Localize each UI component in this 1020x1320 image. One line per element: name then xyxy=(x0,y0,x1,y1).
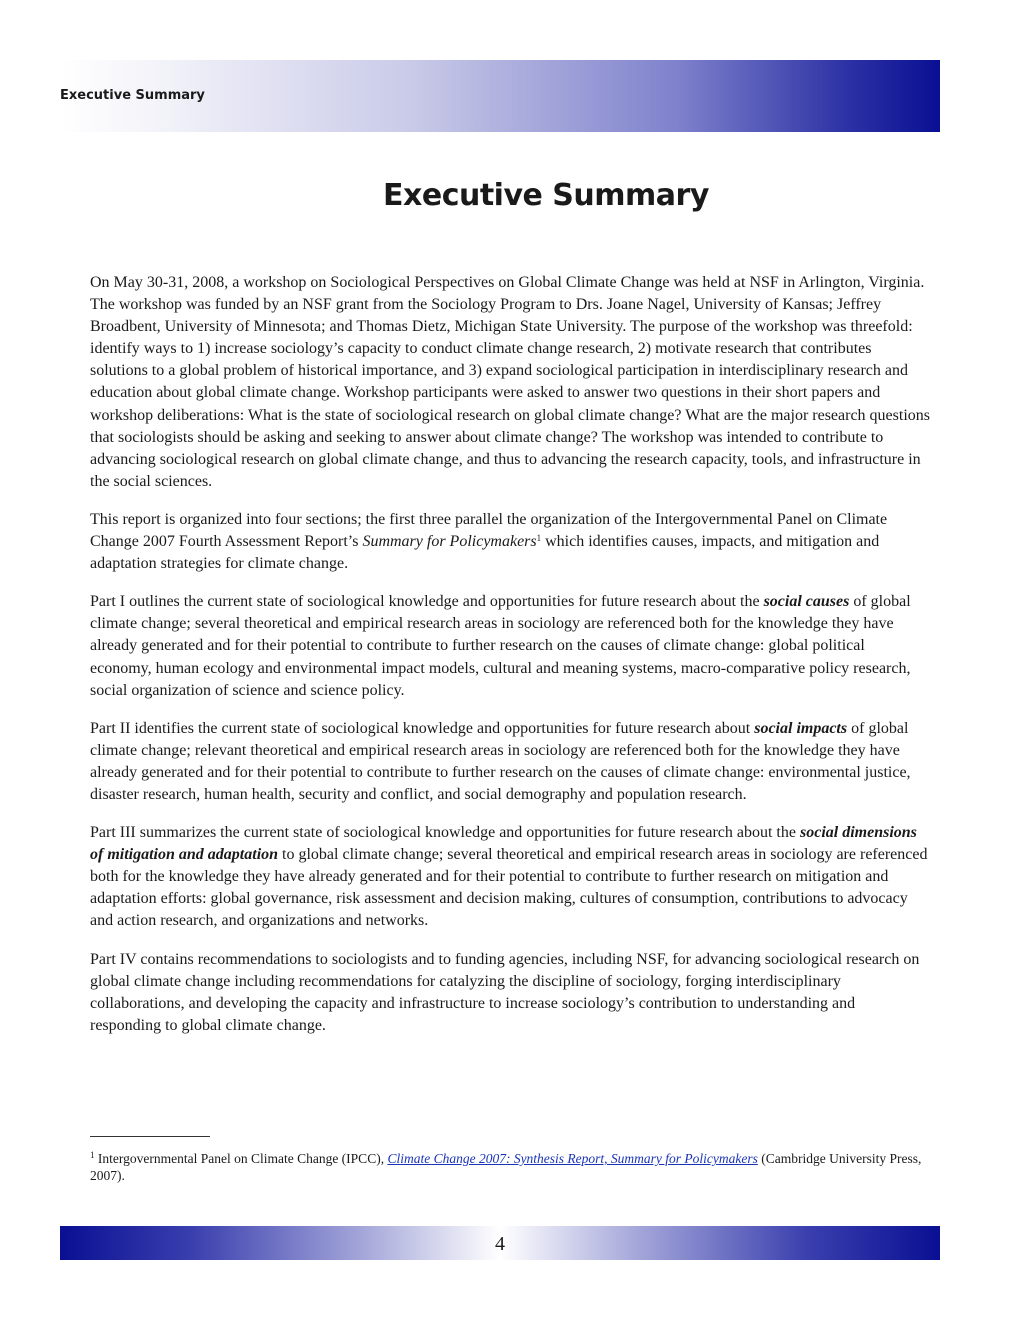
paragraph-part-three: Part III summarizes the current state of sociological knowledge and opportunities for future research about the social dimensions of mitigation and adaptation to global climate change; several theoretical and empirical research areas in sociology are referenced both for the knowledge they have already generated and for their potential to contribute to further research on mitigation and adaptation efforts: global governance, risk assessment and decision making, cultures of consumption, contributions to advocacy and action research, and organizations and networks. xyxy=(90,824,928,930)
emphasis-summary-for-policymakers: Summary for Policymakers xyxy=(362,533,537,551)
paragraph-part-one: Part I outlines the current state of sociological knowledge and opportunities for future research about the social causes of global climate change; several theoretical and empirical research areas in sociology are referenced both for the knowledge they have already generated and for their potential to contribute to further research on the causes of climate change: global political economy, human ecology and environmental impact models, cultural and meaning systems, macro-comparative policy research, social organization of science and science policy. xyxy=(90,593,911,699)
footnote-marker: 1 xyxy=(90,1150,95,1160)
page-title: Executive Summary xyxy=(383,178,709,213)
body-text xyxy=(90,272,930,1053)
footnote: $^1$ Intergovernmental Panel on Climate Change (IPCC), Climate Change 2007: Synthesis Report, Summary for Policymakers (Cambridge University Press, 2007). xyxy=(90,1150,922,1183)
paragraph-workshop-overview: On May 30-31, 2008, a workshop on Sociological Perspectives on Global Climate Change was held at NSF in Arlington, Virginia. The workshop was funded by an NSF grant from the Sociology Program to Drs. Joane Nagel, University of Kansas; Jeffrey Broadbent, University of Minnesota; and Thomas Dietz, Michigan State University. The purpose of the workshop was threefold: identify ways to 1) increase sociology’s capacity to conduct climate change research, 2) motivate research that contributes solutions to a global problem of historical importance, and 3) expand sociological participation in interdisciplinary research and education about global climate change. Workshop participants were asked to answer two questions in their short papers and workshop deliberations: What is the state of sociological research on global climate change? What are the major research questions that sociologists should be asking and seeking to answer about climate change? The workshop was intended to contribute to advancing sociological research on global climate change, and thus to advancing the research capacity, tools, and infrastructure in the social sciences. xyxy=(90,274,930,490)
running-header: Executive Summary xyxy=(60,88,205,103)
emphasis-mitigation-adaptation: social dimensions of mitigation and adaptation xyxy=(90,824,917,864)
footnote-reference[interactable]: 1 xyxy=(536,533,542,544)
footnote-citation-link[interactable]: Climate Change 2007: Synthesis Report, Summary for Policymakers xyxy=(387,1151,758,1166)
paragraph-report-organization: This report is organized into four sections; the first three parallel the organization of the Intergovernmental Panel on Climate Change 2007 Fourth Assessment Report’s Summary for Policymakers$^1$ which identifies causes, impacts, and mitigation and adaptation strategies for climate change. xyxy=(90,510,888,573)
paragraph-part-four: Part IV contains recommendations to sociologists and to funding agencies, including NSF, for advancing sociological research on global climate change including recommendations for catalyzing the discipline of sociology, forging interdisciplinary collaborations, and developing the capacity and infrastructure to increase sociology’s contribution to understanding and responding to global climate change. xyxy=(90,950,920,1034)
page-number: 4 xyxy=(495,1233,505,1255)
emphasis-social-impacts: social impacts xyxy=(754,719,848,737)
emphasis-social-causes: social causes xyxy=(763,593,850,611)
footnote-divider xyxy=(90,1136,210,1137)
paragraph-part-two: Part II identifies the current state of sociological knowledge and opportunities for future research about social impacts of global climate change; relevant theoretical and empirical research areas in sociology are referenced both for the knowledge they have already generated and for their potential to contribute to further research on the causes of climate change: environmental justice, disaster research, human health, security and conflict, and social demography and population research. xyxy=(90,719,911,803)
